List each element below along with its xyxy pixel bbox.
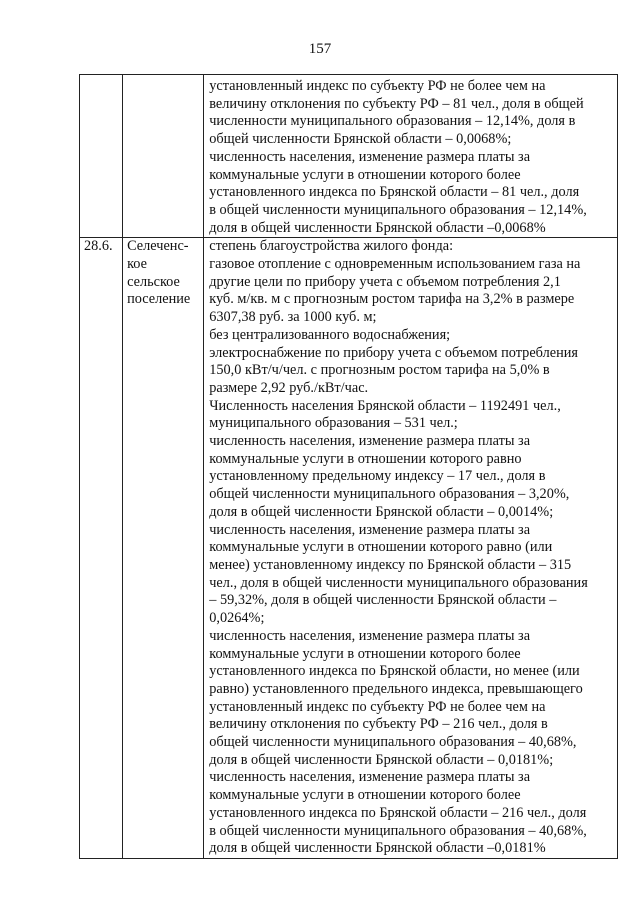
description-line: численность населения, изменение размера платы за (209, 769, 531, 786)
description-line: менее) установленному индексу по Брянской области – 315 (209, 556, 572, 573)
description-line: коммунальные услуги в отношении которого равно (209, 450, 522, 467)
settlement-name-line: кое (127, 256, 147, 273)
description-line: степень благоустройства жилого фонда: (209, 238, 454, 255)
description-line: газовое отопление с одновременным использованием газа на (209, 256, 581, 273)
description-line: коммунальные услуги в отношении которого более (209, 166, 521, 183)
description-line: численность населения, изменение размера платы за (209, 521, 531, 538)
description-line: куб. м/кв. м с прогнозным ростом тарифа на 3,2% в размере (209, 291, 575, 308)
description-line: общей численности муниципального образования – 3,20%, (209, 486, 570, 503)
description-line: общей численности муниципального образования – 40,68%, (209, 734, 577, 751)
description-line: коммунальные услуги в отношении которого равно (или (209, 539, 553, 556)
description-line: доля в общей численности Брянской области – 0,0181%; (209, 751, 554, 768)
description-line: в общей численности муниципального образования – 40,68%, (209, 822, 587, 839)
description-cell (204, 238, 618, 859)
description-line: величину отклонения по субъекту РФ – 216 чел., доля в (209, 716, 548, 733)
description-line: величину отклонения по субъекту РФ – 81 чел., доля в общей (209, 95, 584, 112)
description-line: равно) установленного предельного индекса, превышающего (209, 680, 583, 697)
description-line: коммунальные услуги в отношении которого более (209, 787, 521, 804)
settlement-name-cell (123, 238, 204, 859)
description-line: доля в общей численности Брянской области –0,0181% (209, 840, 546, 857)
description-cell (204, 75, 618, 238)
settlement-name-line: поселение (127, 291, 191, 308)
description-line: другие цели по прибору учета с объемом потребления 2,1 (209, 273, 561, 290)
description-line: установленного индекса по Брянской области – 81 чел., доля (209, 184, 580, 201)
description-line: электроснабжение по прибору учета с объемом потребления (209, 344, 578, 361)
municipal-data-table (79, 74, 618, 859)
table-row-continuation (80, 75, 618, 238)
description-line: численность населения, изменение размера платы за (209, 148, 531, 165)
settlement-name-line: сельское (127, 273, 180, 290)
settlement-name-line: Селеченс- (127, 238, 189, 255)
description-line: установленный индекс по субъекту РФ не более чем на (209, 78, 546, 94)
description-line: размере 2,92 руб./кВт/час. (209, 379, 369, 396)
description-line: установленного индекса по Брянской области, но менее (или (209, 663, 580, 680)
description-line: численность населения, изменение размера платы за (209, 433, 531, 450)
description-line: коммунальные услуги в отношении которого более (209, 645, 521, 662)
description-line: – 59,32%, доля в общей численности Брянской области – (209, 592, 557, 609)
page-number: 157 (308, 41, 332, 57)
description-line: 6307,38 руб. за 1000 куб. м; (209, 309, 377, 326)
description-line: доля в общей численности Брянской области – 0,0014%; (209, 503, 554, 520)
settlement-name-cell (123, 75, 204, 238)
description-line: доля в общей численности Брянской области –0,0068% (209, 219, 546, 236)
row-number-cell (80, 238, 123, 859)
row-number: 28.6. (84, 238, 113, 255)
description-line: 150,0 кВт/ч/чел. с прогнозным ростом тарифа на 5,0% в (209, 362, 550, 379)
row-number-cell (80, 75, 123, 238)
description-line: общей численности Брянской области – 0,0068%; (209, 131, 512, 148)
description-line: в общей численности муниципального образования – 12,14%, (209, 201, 587, 218)
description-line: установленный индекс по субъекту РФ не более чем на (209, 698, 546, 715)
description-line: численности муниципального образования – 12,14%, доля в (209, 113, 576, 130)
description-line: без централизованного водоснабжения; (209, 326, 451, 343)
description-line: чел., доля в общей численности муниципального образования (209, 574, 588, 591)
description-line: установленного индекса по Брянской области – 216 чел., доля (209, 804, 587, 821)
description-line: численность населения, изменение размера платы за (209, 627, 531, 644)
description-line: установленному предельному индексу – 17 чел., доля в (209, 468, 546, 485)
description-line: Численность населения Брянской области – 1192491 чел., (209, 397, 561, 414)
description-line: муниципального образования – 531 чел.; (209, 415, 458, 432)
table-row-28-6 (80, 238, 618, 859)
description-line: 0,0264%; (209, 610, 265, 627)
